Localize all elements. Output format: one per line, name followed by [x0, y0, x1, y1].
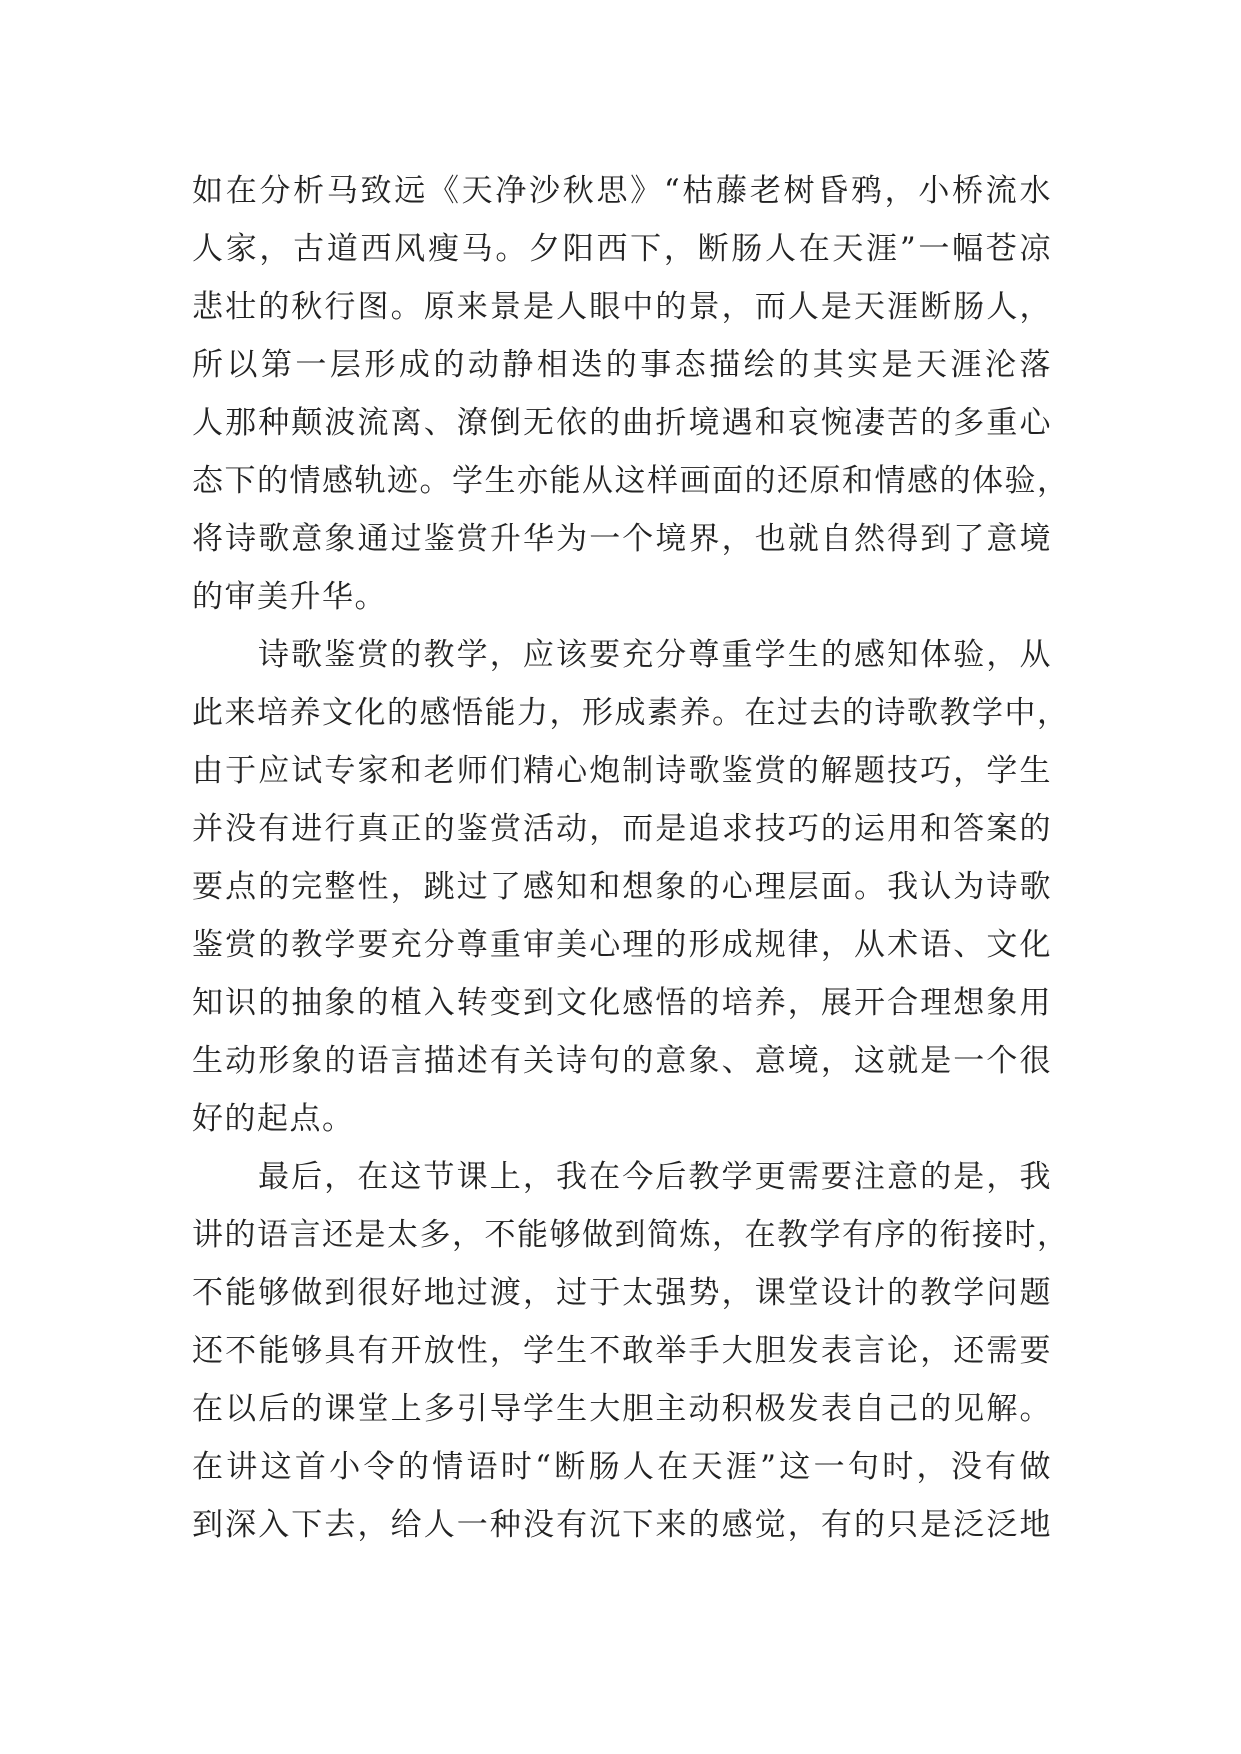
- paragraph-line: 人那种颠波流离、潦倒无依的曲折境遇和哀惋凄苦的多重心: [192, 405, 1052, 441]
- paragraph-line: 如在分析马致远《天净沙秋思》“枯藤老树昏鸦，小桥流水: [192, 173, 1052, 209]
- paragraph-line: 不能够做到很好地过渡，过于太强势，课堂设计的教学问题: [192, 1275, 1052, 1311]
- paragraph-line: 还不能够具有开放性，学生不敢举手大胆发表言论，还需要: [192, 1333, 1052, 1369]
- paragraph-3: [192, 1148, 1070, 1554]
- document-body: [192, 162, 1070, 1554]
- paragraph-line: 并没有进行真正的鉴赏活动，而是追求技巧的运用和答案的: [192, 811, 1052, 847]
- paragraph-line: 的审美升华。: [192, 579, 387, 615]
- paragraph-line: 此来培养文化的感悟能力，形成素养。在过去的诗歌教学中，: [192, 695, 1070, 731]
- paragraph-line: 所以第一层形成的动静相迭的事态描绘的其实是天涯沦落: [192, 347, 1052, 383]
- paragraph-line: 在讲这首小令的情语时“断肠人在天涯”这一句时，没有做: [192, 1449, 1052, 1485]
- paragraph-line: 好的起点。: [192, 1101, 355, 1137]
- paragraph-line: 由于应试专家和老师们精心炮制诗歌鉴赏的解题技巧，学生: [192, 753, 1052, 789]
- paragraph-line: 将诗歌意象通过鉴赏升华为一个境界，也就自然得到了意境: [192, 521, 1052, 557]
- paragraph-line: 要点的完整性，跳过了感知和想象的心理层面。我认为诗歌: [192, 869, 1052, 905]
- paragraph-2: [192, 626, 1070, 1148]
- paragraph-line: 鉴赏的教学要充分尊重审美心理的形成规律，从术语、文化: [192, 927, 1052, 963]
- paragraph-line: 知识的抽象的植入转变到文化感悟的培养，展开合理想象用: [192, 985, 1052, 1021]
- paragraph-line: 悲壮的秋行图。原来景是人眼中的景，而人是天涯断肠人，: [192, 289, 1052, 325]
- paragraph-line: 人家，古道西风瘦马。夕阳西下，断肠人在天涯”一幅苍凉: [192, 231, 1052, 267]
- paragraph-line: 到深入下去，给人一种没有沉下来的感觉，有的只是泛泛地: [192, 1507, 1052, 1543]
- paragraph-line: 生动形象的语言描述有关诗句的意象、意境，这就是一个很: [192, 1043, 1052, 1079]
- paragraph-1: [192, 162, 1070, 626]
- paragraph-line: 态下的情感轨迹。学生亦能从这样画面的还原和情感的体验，: [192, 463, 1070, 499]
- paragraph-line: 诗歌鉴赏的教学，应该要充分尊重学生的感知体验，从: [258, 637, 1052, 673]
- paragraph-line: 最后，在这节课上，我在今后教学更需要注意的是，我: [258, 1159, 1052, 1195]
- paragraph-line: 讲的语言还是太多，不能够做到简炼，在教学有序的衔接时，: [192, 1217, 1070, 1253]
- paragraph-line: 在以后的课堂上多引导学生大胆主动积极发表自己的见解。: [192, 1391, 1052, 1427]
